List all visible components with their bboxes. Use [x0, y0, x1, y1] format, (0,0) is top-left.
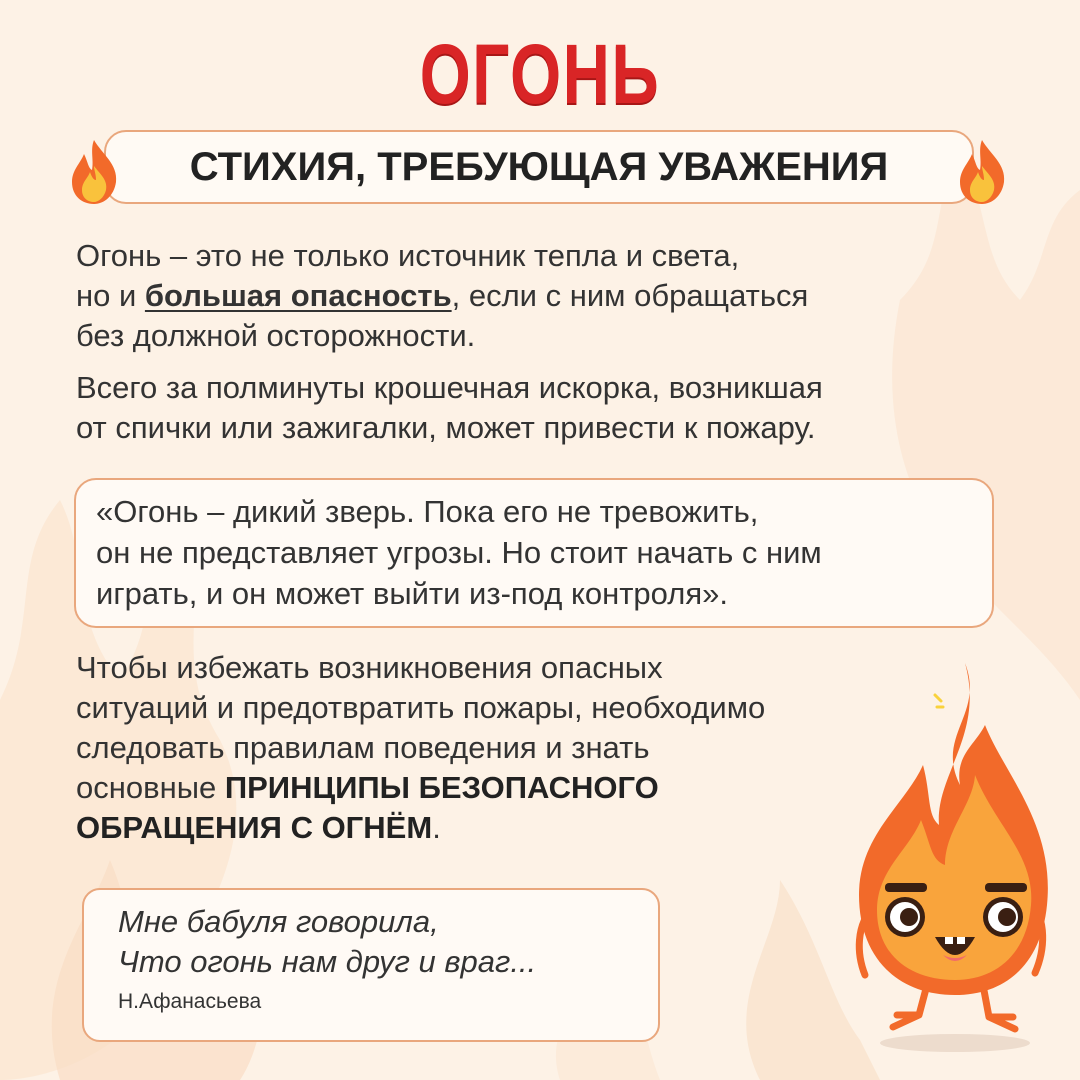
spark-line: Всего за полминуты крошечная искорка, возникшая — [76, 370, 823, 405]
poem-author: Н.Афанасьева — [118, 990, 262, 1013]
spark-line: от спички или зажигалки, может привести к пожару. — [76, 410, 816, 445]
principles-highlight: ПРИНЦИПЫ БЕЗОПАСНОГО — [224, 770, 659, 805]
advice-text: . — [432, 810, 441, 845]
intro-line: без должной осторожности. — [76, 318, 476, 353]
page-title: ОГОНЬ — [419, 27, 661, 121]
advice-text: основные — [76, 770, 225, 805]
intro-line: Огонь – это не только источник тепла и света, — [76, 238, 740, 273]
advice-line: ситуаций и предотвратить пожары, необходимо — [76, 690, 766, 725]
advice-line: следовать правилам поведения и знать — [76, 730, 650, 765]
advice-paragraph — [76, 648, 956, 848]
flame-mascot — [835, 655, 1065, 1055]
quote-line: он не представляет угрозы. Но стоит начать с ним — [96, 535, 822, 570]
subtitle: СТИХИЯ, ТРЕБУЮЩАЯ УВАЖЕНИЯ — [189, 144, 889, 189]
flame-icon — [66, 136, 122, 206]
intro-text: но и — [76, 278, 145, 313]
quote — [96, 491, 996, 614]
poem-line: Что огонь нам друг и враг... — [118, 944, 537, 979]
principles-highlight: ОБРАЩЕНИЯ С ОГНЁМ — [76, 810, 433, 845]
poem-line: Мне бабуля говорила, — [118, 904, 439, 939]
advice-line — [76, 808, 956, 848]
quote-line: играть, и он может выйти из-под контроля». — [96, 576, 728, 611]
flame-icon — [954, 136, 1010, 206]
intro-line — [76, 276, 1006, 316]
intro-paragraph — [76, 236, 1006, 356]
advice-line: Чтобы избежать возникновения опасных — [76, 650, 663, 685]
intro-text: , если с ним обращаться — [451, 278, 809, 313]
poem — [118, 902, 648, 982]
advice-line — [76, 768, 956, 808]
spark-paragraph — [76, 368, 1016, 448]
danger-highlight: большая опасность — [144, 278, 452, 313]
quote-line: «Огонь – дикий зверь. Пока его не тревожить, — [96, 494, 759, 529]
